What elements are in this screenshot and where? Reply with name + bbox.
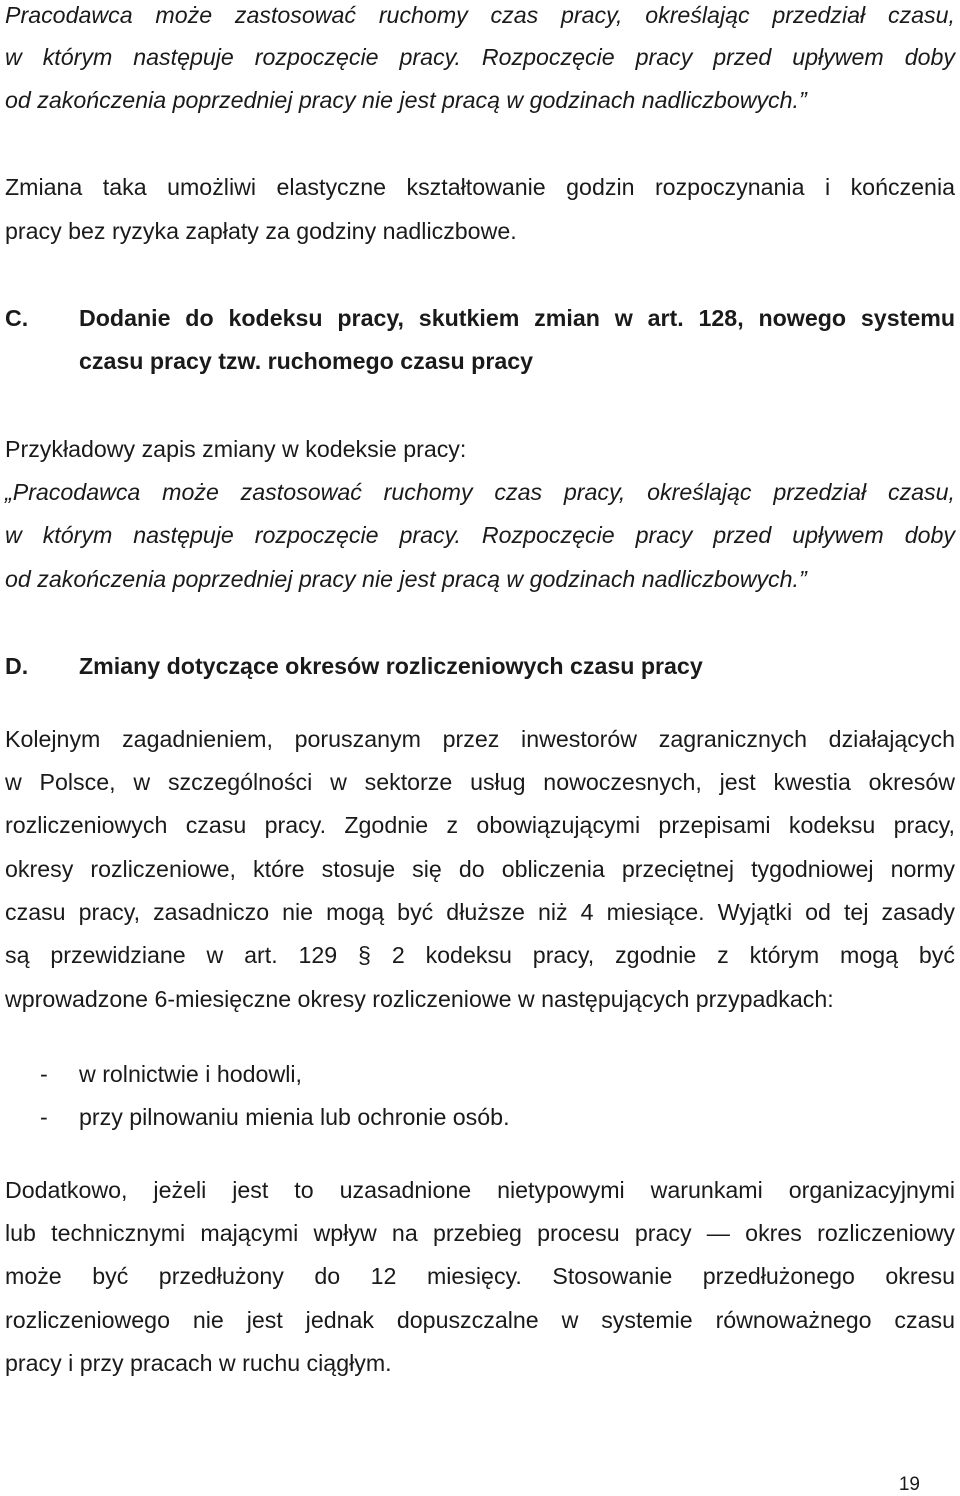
section-d-paragraph-line: Kolejnym zagadnieniem, poruszanym przez inwestorów zagranicznych działających (5, 726, 955, 752)
section-d-paragraph-line: rozliczeniowych czasu pracy. Zgodnie z obowiązującymi przepisami kodeksu pracy, (5, 812, 955, 838)
list-item: w rolnictwie i hodowli, (79, 1061, 302, 1087)
section-c-letter: C. (5, 305, 29, 331)
section-d-paragraph-line: w Polsce, w szczególności w sektorze usług nowoczesnych, jest kwestia okresów (5, 769, 955, 795)
section-d-title: Zmiany dotyczące okresów rozliczeniowych czasu pracy (79, 653, 703, 679)
section-d-paragraph2-line: rozliczeniowego nie jest jednak dopuszczalne w systemie równoważnego czasu (5, 1307, 955, 1333)
section-c-title-line: Dodanie do kodeksu pracy, skutkiem zmian w art. 128, nowego systemu (79, 305, 955, 331)
section-d-paragraph-line: wprowadzone 6-miesięczne okresy rozliczeniowe w następujących przypadkach: (5, 986, 834, 1012)
quote-line: w którym następuje rozpoczęcie pracy. Rozpoczęcie pracy przed upływem doby (5, 44, 955, 70)
quote-line: od zakończenia poprzedniej pracy nie jest pracą w godzinach nadliczbowych.” (5, 87, 807, 113)
section-d-paragraph-line: są przewidziane w art. 129 § 2 kodeksu pracy, zgodnie z którym mogą być (5, 942, 955, 968)
section-c-quote-line: od zakończenia poprzedniej pracy nie jest pracą w godzinach nadliczbowych.” (5, 566, 807, 592)
section-d-paragraph2-line: Dodatkowo, jeżeli jest to uzasadnione nietypowymi warunkami organizacyjnymi (5, 1177, 955, 1203)
quote-line: Pracodawca może zastosować ruchomy czas pracy, określając przedział czasu, (5, 2, 955, 28)
section-d-paragraph-line: czasu pracy, zasadniczo nie mogą być dłuższe niż 4 miesiące. Wyjątki od tej zasady (5, 899, 955, 925)
paragraph-line: pracy bez ryzyka zapłaty za godziny nadliczbowe. (5, 218, 517, 244)
section-c-quote-line: „Pracodawca może zastosować ruchomy czas pracy, określając przedział czasu, (5, 479, 955, 505)
section-c-intro: Przykładowy zapis zmiany w kodeksie pracy: (5, 436, 467, 462)
list-bullet: - (40, 1104, 48, 1130)
section-d-paragraph2-line: lub technicznymi mającymi wpływ na przebieg procesu pracy — okres rozliczeniowy (5, 1220, 955, 1246)
section-d-paragraph2-line: może być przedłużony do 12 miesięcy. Stosowanie przedłużonego okresu (5, 1263, 955, 1289)
section-d-paragraph2-line: pracy i przy pracach w ruchu ciągłym. (5, 1350, 392, 1376)
list-bullet: - (40, 1061, 48, 1087)
list-item: przy pilnowaniu mienia lub ochronie osób. (79, 1104, 510, 1130)
page-number: 19 (898, 1474, 920, 1495)
section-c-title-line: czasu pracy tzw. ruchomego czasu pracy (79, 348, 534, 374)
section-d-paragraph-line: okresy rozliczeniowe, które stosuje się do obliczenia przeciętnej tygodniowej normy (5, 856, 955, 882)
section-d-letter: D. (5, 653, 29, 679)
paragraph-line: Zmiana taka umożliwi elastyczne kształtowanie godzin rozpoczynania i kończenia (5, 174, 955, 200)
section-c-quote-line: w którym następuje rozpoczęcie pracy. Rozpoczęcie pracy przed upływem doby (5, 522, 955, 548)
